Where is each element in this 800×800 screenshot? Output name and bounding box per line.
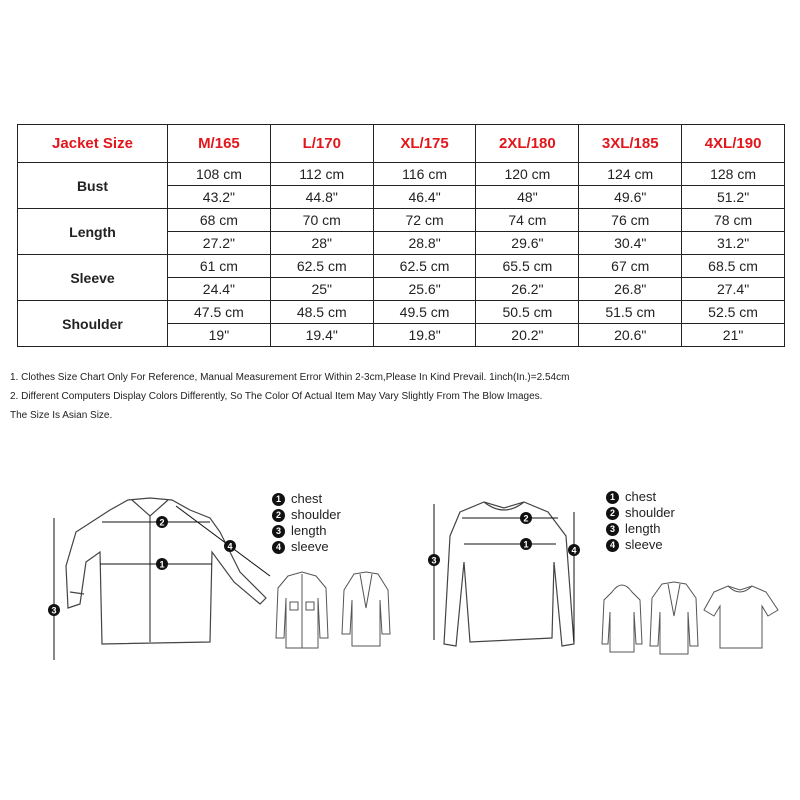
number-1-icon: 1: [606, 491, 619, 504]
table-cell: 19.8": [373, 324, 476, 347]
svg-text:4: 4: [227, 541, 233, 552]
measure-marker-sleeve: [224, 540, 236, 552]
table-cell: 116 cm: [373, 163, 476, 186]
legend-label: sleeve: [291, 539, 329, 554]
table-cell: 49.5 cm: [373, 301, 476, 324]
table-cell: 124 cm: [579, 163, 682, 186]
table-row: [18, 301, 785, 324]
table-cell: 65.5 cm: [476, 255, 579, 278]
number-2-icon: 2: [606, 507, 619, 520]
number-3-icon: 3: [606, 523, 619, 536]
legend-item: [606, 537, 675, 553]
number-1-icon: 1: [272, 493, 285, 506]
table-cell: 20.6": [579, 324, 682, 347]
table-cell: 44.8": [270, 186, 373, 209]
note-line: 1. Clothes Size Chart Only For Reference, Manual Measurement Error Within 2-3cm,Please In Kind Prevail. 1inch(In.)=2.54cm: [10, 372, 570, 383]
table-cell: 61 cm: [168, 255, 271, 278]
row-label-shoulder: Shoulder: [18, 301, 168, 347]
legend-item: [272, 491, 341, 507]
measure-marker-shoulder: [156, 516, 168, 528]
svg-text:4: 4: [571, 545, 577, 556]
sweater-measurement-diagram: [424, 492, 594, 662]
legend-item: [606, 489, 675, 505]
size-notes: [10, 368, 569, 425]
row-label-bust: Bust: [18, 163, 168, 209]
size-chart-table: [17, 124, 785, 347]
table-cell: 29.6": [476, 232, 579, 255]
note-line: 2. Different Computers Display Colors Differently, So The Color Of Actual Item May Vary Slightly From The Blow Images.: [10, 391, 543, 402]
table-cell: 19": [168, 324, 271, 347]
measure-marker-sleeve: [568, 544, 580, 556]
table-cell: 51.5 cm: [579, 301, 682, 324]
table-cell: 128 cm: [682, 163, 785, 186]
measurement-legend-left: [272, 491, 341, 555]
header-cell: L/170: [270, 125, 373, 163]
table-cell: 52.5 cm: [682, 301, 785, 324]
table-cell: 26.8": [579, 278, 682, 301]
table-cell: 72 cm: [373, 209, 476, 232]
measure-marker-shoulder: [520, 512, 532, 524]
svg-text:3: 3: [431, 555, 437, 566]
table-cell: 76 cm: [579, 209, 682, 232]
svg-text:3: 3: [51, 605, 57, 616]
number-2-icon: 2: [272, 509, 285, 522]
measurement-legend-right: [606, 489, 675, 553]
measure-marker-chest: [156, 558, 168, 570]
table-row: [18, 255, 785, 278]
table-cell: 47.5 cm: [168, 301, 271, 324]
table-cell: 20.2": [476, 324, 579, 347]
table-cell: 43.2": [168, 186, 271, 209]
table-cell: 68 cm: [168, 209, 271, 232]
measure-marker-chest: [520, 538, 532, 550]
legend-label: chest: [291, 491, 323, 506]
legend-item: [272, 523, 341, 539]
table-cell: 74 cm: [476, 209, 579, 232]
legend-label: sleeve: [625, 537, 663, 552]
table-cell: 62.5 cm: [270, 255, 373, 278]
table-cell: 48.5 cm: [270, 301, 373, 324]
header-cell: 3XL/185: [579, 125, 682, 163]
table-cell: 62.5 cm: [373, 255, 476, 278]
table-cell: 25.6": [373, 278, 476, 301]
table-cell: 70 cm: [270, 209, 373, 232]
legend-label: shoulder: [625, 505, 675, 520]
table-cell: 78 cm: [682, 209, 785, 232]
table-cell: 31.2": [682, 232, 785, 255]
table-cell: 48": [476, 186, 579, 209]
table-cell: 19.4": [270, 324, 373, 347]
legend-item: [272, 507, 341, 523]
legend-item: [272, 539, 341, 555]
header-cell: Jacket Size: [18, 125, 168, 163]
measure-marker-length: [428, 554, 440, 566]
legend-label: chest: [625, 489, 657, 504]
table-cell: 112 cm: [270, 163, 373, 186]
legend-label: length: [625, 521, 661, 536]
svg-text:2: 2: [523, 513, 529, 524]
table-cell: 67 cm: [579, 255, 682, 278]
measure-marker-length: [48, 604, 60, 616]
header-cell: M/165: [168, 125, 271, 163]
table-cell: 28": [270, 232, 373, 255]
table-cell: 21": [682, 324, 785, 347]
table-cell: 25": [270, 278, 373, 301]
svg-text:2: 2: [159, 517, 165, 528]
table-cell: 27.4": [682, 278, 785, 301]
table-cell: 24.4": [168, 278, 271, 301]
legend-label: length: [291, 523, 327, 538]
row-label-length: Length: [18, 209, 168, 255]
table-row: [18, 209, 785, 232]
hoodie-cardigan-tshirt-sketches-icon: [596, 576, 786, 660]
svg-text:1: 1: [523, 539, 529, 550]
number-4-icon: 4: [272, 541, 285, 554]
svg-text:1: 1: [159, 559, 165, 570]
shirt-measurement-diagram: [40, 492, 280, 662]
table-cell: 46.4": [373, 186, 476, 209]
table-cell: 28.8": [373, 232, 476, 255]
row-label-sleeve: Sleeve: [18, 255, 168, 301]
table-cell: 27.2": [168, 232, 271, 255]
table-header-row: [18, 125, 785, 163]
table-cell: 108 cm: [168, 163, 271, 186]
number-3-icon: 3: [272, 525, 285, 538]
table-cell: 26.2": [476, 278, 579, 301]
legend-item: [606, 505, 675, 521]
legend-item: [606, 521, 675, 537]
table-row: [18, 163, 785, 186]
legend-label: shoulder: [291, 507, 341, 522]
table-cell: 50.5 cm: [476, 301, 579, 324]
table-cell: 120 cm: [476, 163, 579, 186]
header-cell: XL/175: [373, 125, 476, 163]
table-cell: 68.5 cm: [682, 255, 785, 278]
number-4-icon: 4: [606, 539, 619, 552]
header-cell: 4XL/190: [682, 125, 785, 163]
header-cell: 2XL/180: [476, 125, 579, 163]
note-line: The Size Is Asian Size.: [10, 410, 113, 421]
jacket-sketches-icon: [268, 568, 398, 658]
table-cell: 51.2": [682, 186, 785, 209]
table-cell: 30.4": [579, 232, 682, 255]
table-cell: 49.6": [579, 186, 682, 209]
